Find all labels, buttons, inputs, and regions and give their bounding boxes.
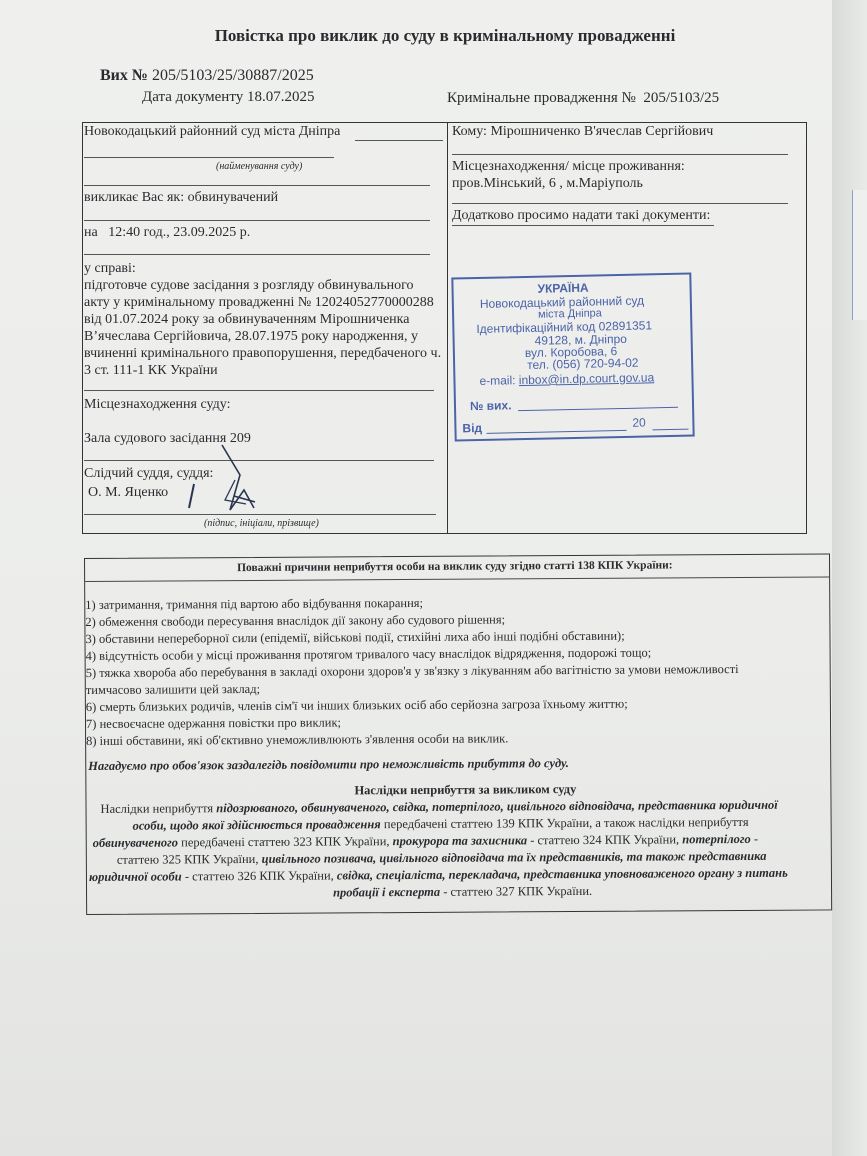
reason-item: 2) обмеження свободи пересування внаслідок дії закону або судового рішення; bbox=[85, 612, 506, 629]
stamp-from-label: Від bbox=[462, 420, 483, 436]
text-run-emph: цивільного позивача, цивільного відповідача та їх представників, та також представника bbox=[261, 848, 767, 866]
text-run-emph: пробації і експерта bbox=[333, 884, 441, 900]
stamp-line-field bbox=[518, 407, 678, 411]
text-run: Наслідки неприбуття bbox=[100, 801, 217, 816]
stamp-email-label: e-mail: bbox=[479, 373, 516, 388]
reason-item: 7) несвоєчасне одержання повістки про виклик; bbox=[85, 715, 342, 731]
consequences-line bbox=[117, 849, 767, 868]
stamp-line-field bbox=[653, 429, 689, 431]
court-stamp bbox=[451, 273, 694, 442]
field-line bbox=[84, 157, 334, 158]
reason-item: 4) відсутність особи у місці проживання протягом тривалого часу внаслідок відрядження, подорожі тощо; bbox=[85, 645, 652, 663]
stamp-line: тел. (056) 720-94-02 bbox=[527, 355, 639, 372]
field-line bbox=[84, 220, 430, 221]
text-run-emph: юридичної особи bbox=[88, 869, 182, 884]
case-line: від 01.07.2024 року за обвинуваченням Мірошниченка bbox=[84, 312, 410, 327]
text-run-emph: підозрюваного, обвинуваченого, свідка, потерпілого, цивільного відповідача, представника юридичної bbox=[216, 797, 778, 816]
reason-item: 3) обставини непереборної сили (епідемії, військові події, стихійні лиха або інші подібні обставини); bbox=[85, 628, 625, 646]
paper-edge bbox=[832, 0, 867, 1156]
outgoing-number-label: Вих № bbox=[100, 67, 148, 84]
consequences-line bbox=[333, 884, 592, 901]
text-run-emph: свідка, спеціаліста, перекладача, представника уповноваженого органу з питань bbox=[336, 865, 788, 883]
document-date: Дата документу 18.07.2025 bbox=[142, 89, 315, 105]
hearing-time bbox=[84, 225, 250, 241]
text-run-emph: особи, щодо якої здійснюється провадження bbox=[132, 817, 381, 833]
consequences-line bbox=[133, 815, 749, 834]
court-name: Новокодацький районний суд міста Дніпра bbox=[84, 124, 341, 139]
outgoing-number bbox=[100, 67, 314, 85]
documents-request: Додатково просимо надати такі документи: bbox=[452, 208, 711, 223]
case-line: 3 ст. 111-1 КК України bbox=[84, 363, 218, 378]
hearing-time-value: 12:40 год., 23.09.2025 р. bbox=[108, 225, 251, 240]
recipient: Кому: Мірошниченко В'ячеслав Сергійович bbox=[452, 124, 714, 139]
stamp-email-value: inbox@in.dp.court.gov.ua bbox=[518, 370, 655, 388]
stamp-line: 49128, м. Дніпро bbox=[534, 331, 628, 348]
reason-item: 8) інші обставини, які об'єктивно унеможливлюють з'явлення особи на виклик. bbox=[86, 731, 509, 748]
reasons-title-rule bbox=[85, 576, 829, 582]
case-line: підготовче судове засідання з розгляду обвинувального bbox=[84, 278, 414, 293]
judge-signature bbox=[180, 440, 270, 520]
reminder-text: Нагадуємо про обов'язок заздалегідь повідомити про неможливість прибуття до суду. bbox=[88, 756, 569, 773]
text-run-emph: потерпілого bbox=[682, 831, 751, 847]
case-prefix: у справі: bbox=[84, 261, 136, 276]
case-line: В’ячеслава Сергійовича, 28.07.1975 року народження, у bbox=[84, 329, 418, 344]
judge-label: Слідчий суддя, суддя: bbox=[84, 466, 214, 481]
text-run: - статтею 327 КПК України. bbox=[440, 883, 593, 899]
text-run: статтею 325 КПК України, bbox=[116, 851, 262, 867]
case-line: вчиненні кримінального правопорушення, передбаченого ч. bbox=[84, 346, 442, 361]
signature-caption: (підпис, ініціали, прізвище) bbox=[204, 518, 319, 529]
text-run: - статтею 326 КПК України, bbox=[181, 868, 337, 884]
reason-item: 5) тяжка хвороба або перебування в закладі охорони здоров'я у зв'язку з лікуванням або вагітністю за умови неможливості bbox=[85, 662, 739, 680]
field-line bbox=[84, 254, 430, 255]
field-line bbox=[84, 390, 434, 391]
text-run: - статтею 324 КПК України, bbox=[527, 832, 683, 848]
text-run: передбачені статтею 323 КПК України, bbox=[177, 834, 393, 850]
case-description bbox=[84, 260, 441, 379]
consequences-title: Наслідки неприбуття за викликом суду bbox=[354, 781, 577, 798]
stamp-line-field bbox=[487, 430, 627, 434]
stamp-year: 20 bbox=[632, 415, 646, 430]
reasons-box bbox=[84, 553, 832, 915]
field-line bbox=[452, 225, 714, 226]
field-line bbox=[452, 154, 788, 155]
case-number-value: 205/5103/25 bbox=[643, 90, 720, 106]
reason-item: 1) затримання, тримання під вартою або відбування покарання; bbox=[85, 595, 424, 612]
stamp-out-label: № вих. bbox=[469, 398, 512, 414]
stamp-email bbox=[479, 370, 654, 388]
consequences-line bbox=[93, 832, 758, 851]
consequences-line bbox=[89, 866, 788, 885]
judge-name: О. М. Яценко bbox=[88, 485, 169, 500]
summons-as: викликає Вас як: обвинувачений bbox=[84, 190, 279, 205]
hearing-time-prefix: на bbox=[84, 225, 98, 240]
stamp-line: Ідентифікаційний код 02891351 bbox=[476, 318, 653, 337]
stamp-line: Новокодацький районний суд bbox=[479, 293, 645, 311]
text-run-emph: прокурора та захисника bbox=[392, 833, 528, 849]
stamp-line: міста Дніпра bbox=[537, 307, 602, 321]
field-line bbox=[452, 203, 788, 204]
field-line bbox=[84, 185, 430, 186]
court-caption: (найменування суду) bbox=[216, 161, 303, 172]
field-line bbox=[84, 514, 436, 515]
reasons-title: Поважні причини неприбуття особи на виклик суду згідно статті 138 КПК України: bbox=[237, 559, 673, 575]
text-run: передбачені статтею 139 КПК України, а також наслідки неприбуття bbox=[380, 814, 749, 832]
text-run: - bbox=[750, 831, 759, 846]
case-number-label: Кримінальне провадження № bbox=[447, 90, 636, 106]
consequences-line bbox=[100, 798, 777, 817]
reason-item: тимчасово залишити цей заклад; bbox=[85, 681, 261, 697]
document-title: Повістка про виклик до суду в кримінальному провадженні bbox=[214, 26, 676, 45]
summons-box-divider bbox=[447, 122, 448, 534]
adjacent-sheet-edge bbox=[852, 190, 867, 320]
criminal-case-number bbox=[447, 90, 719, 107]
stamp-line: вул. Коробова, 6 bbox=[524, 344, 618, 361]
text-run-emph: обвинуваченого bbox=[92, 835, 179, 850]
court-location-label: Місцезнаходження суду: bbox=[84, 397, 231, 412]
reason-item: 6) смерть близьких родичів, членів сім'ї чи інших близьких осіб або серйозна загроза їхньому життю; bbox=[85, 696, 628, 714]
court-location-value: Зала судового засідання 209 bbox=[84, 431, 251, 446]
stamp-country: УКРАЇНА bbox=[537, 280, 589, 296]
field-line bbox=[355, 140, 443, 141]
case-line: акту у кримінальному провадженні № 12024052770000288 bbox=[84, 295, 434, 310]
residence-label: Місцезнаходження/ місце проживання: bbox=[452, 159, 685, 174]
outgoing-number-value: 205/5103/25/30887/2025 bbox=[151, 67, 314, 84]
residence-value: пров.Мінський, 6 , м.Маріуполь bbox=[452, 176, 643, 191]
